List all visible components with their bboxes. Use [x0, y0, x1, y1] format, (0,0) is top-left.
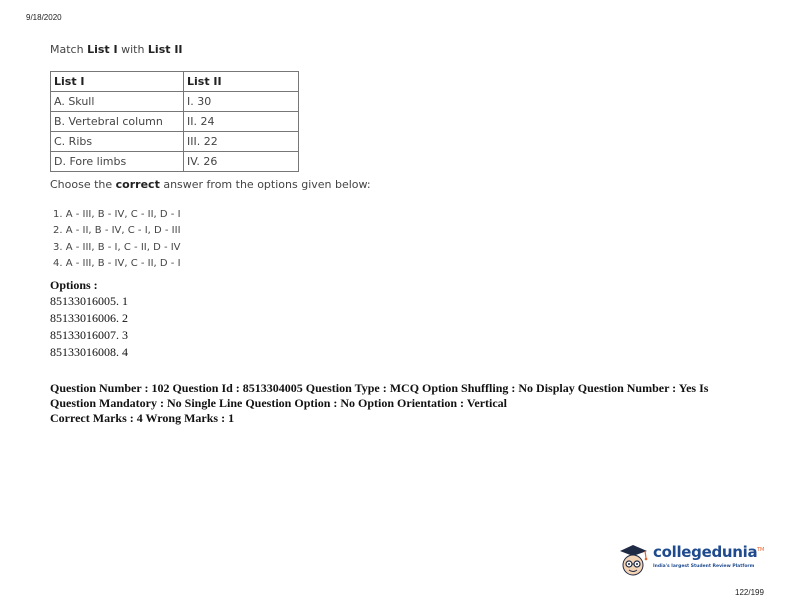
- table-row: [51, 132, 299, 152]
- heading-list-1: List I: [87, 43, 118, 56]
- match-table: [50, 71, 299, 172]
- option-item: 85133016008. 4: [50, 345, 128, 359]
- table-cell: B. Vertebral column: [51, 112, 184, 132]
- column-header-list-1: List I: [51, 72, 184, 92]
- table-row: [51, 92, 299, 112]
- options-title: Options :: [50, 278, 98, 292]
- list-item: 4. A - III, B - IV, C - II, D - I: [53, 257, 181, 269]
- prompt-bold: correct: [115, 178, 160, 191]
- table-cell: I. 30: [184, 92, 299, 112]
- prompt-suffix: answer from the options given below:: [159, 178, 371, 191]
- heading-mid: with: [117, 43, 148, 56]
- logo-wordmark: collegedunia: [653, 543, 758, 561]
- heading-list-2: List II: [147, 43, 183, 56]
- metadata-line: Correct Marks : 4 Wrong Marks : 1: [50, 411, 235, 425]
- question-heading: [50, 43, 183, 56]
- table-row: [51, 112, 299, 132]
- prompt-prefix: Choose the: [50, 178, 116, 191]
- table-cell: II. 24: [184, 112, 299, 132]
- list-item: 3. A - III, B - I, C - II, D - IV: [53, 241, 181, 253]
- question-metadata: [50, 381, 740, 426]
- metadata-line: Question Number : 102 Question Id : 8513304005 Question Type : MCQ Option Shuffling : No Display Question Number : Yes Is: [50, 381, 709, 395]
- options-list: [50, 293, 128, 361]
- table-cell: III. 22: [184, 132, 299, 152]
- answer-choices: [53, 207, 181, 272]
- metadata-line: Question Mandatory : No Single Line Question Option : No Option Orientation : Vertical: [50, 396, 508, 410]
- option-item: 85133016005. 1: [50, 294, 128, 308]
- table-cell: D. Fore limbs: [51, 152, 184, 172]
- print-date: 9/18/2020: [26, 13, 62, 22]
- heading-prefix: Match: [50, 43, 88, 56]
- list-item: 2. A - II, B - IV, C - I, D - III: [53, 225, 181, 237]
- table-cell: A. Skull: [51, 92, 184, 112]
- option-item: 85133016006. 2: [50, 311, 128, 325]
- option-item: 85133016007. 3: [50, 328, 128, 342]
- page-number: 122/199: [735, 588, 764, 597]
- table-header-row: [51, 72, 299, 92]
- column-header-list-2: List II: [184, 72, 299, 92]
- table-cell: C. Ribs: [51, 132, 184, 152]
- logo-trademark: TM: [757, 547, 765, 553]
- table-cell: IV. 26: [184, 152, 299, 172]
- answer-prompt: [50, 178, 371, 191]
- collegedunia-logo: [617, 541, 767, 581]
- mascot-icon: [617, 541, 651, 581]
- logo-tagline: India's largest Student Review Platform: [653, 564, 755, 569]
- table-row: [51, 152, 299, 172]
- list-item: 1. A - III, B - IV, C - II, D - I: [53, 209, 181, 220]
